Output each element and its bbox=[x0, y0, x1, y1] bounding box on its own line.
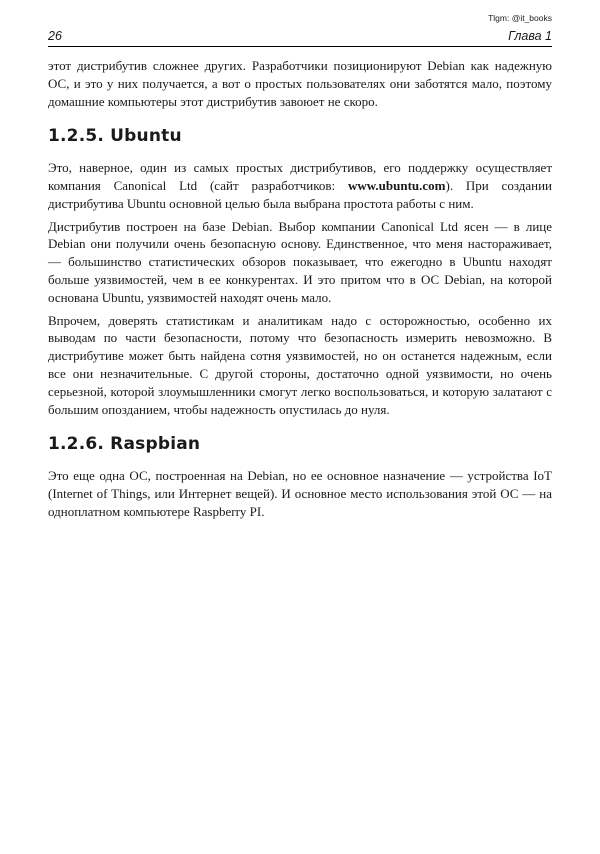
page-header bbox=[48, 28, 552, 47]
page-number: 26 bbox=[48, 29, 62, 43]
section-heading-raspbian: 1.2.6. Raspbian bbox=[48, 434, 201, 455]
ubuntu-paragraph-1 bbox=[48, 159, 552, 212]
page-content bbox=[48, 57, 552, 526]
ubuntu-site-link: www.ubuntu.com bbox=[347, 177, 446, 193]
ubuntu-p1-text-after: ). При создании дистрибутива Ubuntu основной целью была выбрана простота работы с ним. bbox=[48, 177, 552, 211]
ubuntu-p1-text-before: Это, наверное, один из самых простых дистрибутивов, его поддержку осуществляет компания Canonical Ltd (сайт разработчиков: bbox=[48, 160, 552, 193]
intro-paragraph: этот дистрибутив сложнее других. Разработчики позиционируют Debian как надежную ОС, и это у них получается, а вот о простых пользователях они заботятся мало, поэтому домашние компьютеры этот дистрибутив завоюет не скоро. bbox=[48, 58, 552, 109]
watermark: Tlgm: @it_books bbox=[488, 13, 552, 23]
raspbian-paragraph-1: Это еще одна ОС, построенная на Debian, но ее основное назначение — устройства IoT (Internet of Things, или Интернет вещей). И основное место использования этой ОС — на одноплатном компьютере Raspberry PI. bbox=[48, 468, 552, 519]
ubuntu-paragraph-3: Впрочем, доверять статистикам и аналитикам надо с осторожностью, особенно их выводам по части безопасности, потому что безопасность измерить невозможно. В дистрибутиве может быть найдена сотня уязвимостей, но он останется надежным, если все они незначительные. С другой стороны, достаточно одной уязвимости, но очень серьезной, которой злоумышленники смогут легко воспользоваться, и которую залатают с большим опозданием, чтобы надежность опустилась до нуля. bbox=[48, 312, 552, 417]
ubuntu-paragraph-2: Дистрибутив построен на базе Debian. Выбор компании Canonical Ltd ясен — в лице Debian они получили очень безопасную основу. Единственное, что меня настораживает, — большинство статистических обзоров показывает, что ежегодно в Ubuntu находят больше уязвимостей, чем в ее конкурентах. И это притом что в ОС Debian, на которой основана Ubuntu, уязвимостей находят очень мало. bbox=[48, 218, 552, 305]
chapter-title: Глава 1 bbox=[508, 29, 552, 43]
section-heading-ubuntu: 1.2.5. Ubuntu bbox=[48, 126, 182, 147]
